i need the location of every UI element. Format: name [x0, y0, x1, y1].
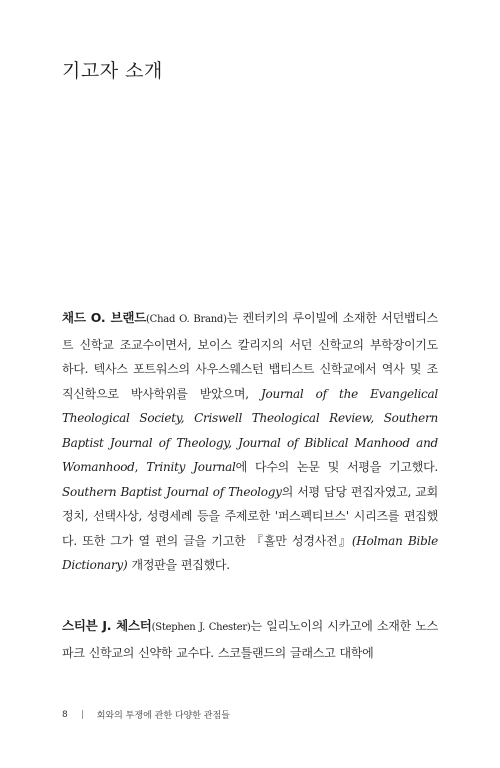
bio-text: 는 켄터키의 루이빌에 소재한 서던뱁티스트 신학교 조교수이면서, 보이스 칼리지의 서던 신학교의 부학장이기도 하다. 텍사스 포트워스의 사우스웨스턴 뱁티스트 신학교에서 역사 및 조직신학으로 박사학위를 받았으며,	[62, 311, 438, 401]
contributor-bio	[62, 306, 438, 578]
bio-text: 는 일리노이의 시카고에 소재한 노스파크 신학교의 신약학 교수다. 스코틀랜드의 글래스고 대학에	[62, 619, 438, 660]
contributor-name-english: (Chad O. Brand)	[146, 314, 227, 325]
book-title-english: (Holman Bible Dictionary)	[62, 533, 438, 572]
journal-name: Southern Baptist Journal of Theology	[62, 484, 282, 499]
bio-text: 에 다수의 논문 및 서평을 기고했다.	[235, 460, 438, 474]
bio-text: ,	[134, 460, 147, 474]
contributor-name: 채드 O. 브랜드	[62, 310, 147, 325]
journal-name: Trinity Journal	[146, 460, 236, 474]
journal-list: Journal of the Evangelical Theological Society, Criswell Theological Review, Southern Baptist Journal of Theology, Journal of Biblical Manhood and Womanhood	[62, 386, 438, 474]
page-footer	[62, 708, 230, 721]
footer-divider	[82, 710, 83, 719]
page-title: 기고자 소개	[62, 60, 163, 82]
contributor-bio	[62, 614, 438, 665]
bio-text: 의 서평 담당 편집자였고, 교회정치, 선택사상, 성령세례 등을 주제로한 '퍼스펙티브스' 시리즈를 편집했다. 또한 그가 열 편의 글을 기고한 『홀만 성경사전』	[62, 484, 438, 548]
page-number: 8	[62, 709, 68, 720]
contributor-name: 스티븐 J. 체스터	[62, 618, 152, 633]
contributor-name-english: (Stephen J. Chester)	[151, 622, 251, 633]
bio-text: 개정판을 편집했다.	[127, 558, 230, 572]
running-title: 회와의 투쟁에 관한 다양한 관점들	[96, 711, 230, 721]
